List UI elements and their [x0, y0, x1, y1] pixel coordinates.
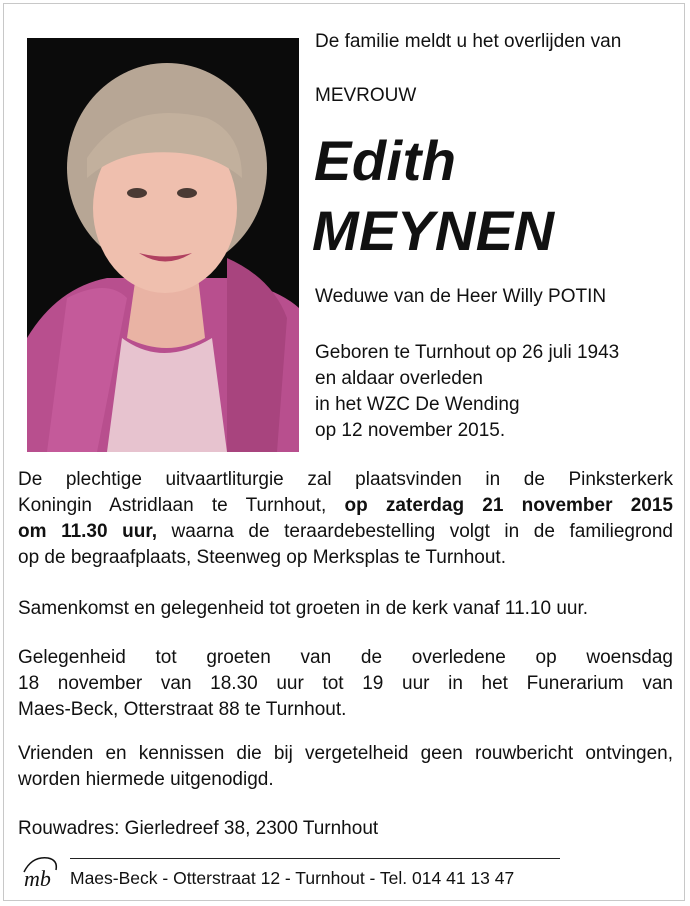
portrait-photo	[27, 38, 299, 452]
maes-beck-logo-icon	[18, 852, 60, 894]
last-name: MEYNEN	[312, 199, 555, 262]
viewing-line: 18 november van 18.30 uur tot 19 uur in het Funerarium van	[18, 673, 673, 694]
invitation-line: Vrienden en kennissen die bij vergetelheid geen rouwbericht ontvingen,	[18, 743, 673, 764]
first-name: Edith	[314, 129, 457, 192]
viewing-paragraph	[18, 645, 673, 723]
logo-text: mb	[24, 866, 51, 891]
mourning-address: Rouwadres: Gierledreef 38, 2300 Turnhout	[18, 818, 379, 839]
ceremony-line: De plechtige uitvaartliturgie zal plaatsvinden in de Pinksterkerk	[18, 469, 673, 490]
birth-line: in het WZC De Wending	[315, 394, 520, 415]
ceremony-line	[18, 519, 673, 545]
ceremony-date: op zaterdag 21 november 2015	[344, 495, 673, 516]
birth-details	[315, 340, 619, 444]
birth-line: en aldaar overleden	[315, 368, 483, 389]
invitation-line: worden hiermede uitgenodigd.	[18, 769, 274, 790]
ceremony-line	[18, 493, 673, 519]
viewing-line: Gelegenheid tot groeten van de overledene op woensdag	[18, 647, 673, 668]
ceremony-text: waarna de teraardebestelling volgt in de familiegrond	[156, 521, 673, 542]
widow-of: Weduwe van de Heer Willy POTIN	[315, 286, 607, 307]
intro-text: De familie meldt u het overlijden van	[315, 31, 622, 52]
gathering-paragraph: Samenkomst en gelegenheid tot groeten in de kerk vanaf 11.10 uur.	[18, 598, 589, 619]
invitation-paragraph	[18, 741, 673, 793]
birth-line: op 12 november 2015.	[315, 420, 506, 441]
ceremony-paragraph	[18, 467, 673, 571]
ceremony-line: op de begraafplaats, Steenweg op Merksplas te Turnhout.	[18, 547, 506, 568]
birth-line: Geboren te Turnhout op 26 juli 1943	[315, 342, 620, 363]
ceremony-time: om 11.30 uur,	[18, 521, 157, 542]
footer-divider	[70, 858, 560, 859]
honorific: MEVROUW	[315, 85, 417, 106]
footer-contact: Maes-Beck - Otterstraat 12 - Turnhout - Tel. 014 41 13 47	[70, 868, 515, 888]
portrait-icon	[27, 38, 299, 452]
ceremony-text: Koningin Astridlaan te Turnhout,	[18, 495, 345, 516]
viewing-line: Maes-Beck, Otterstraat 88 te Turnhout.	[18, 699, 347, 720]
